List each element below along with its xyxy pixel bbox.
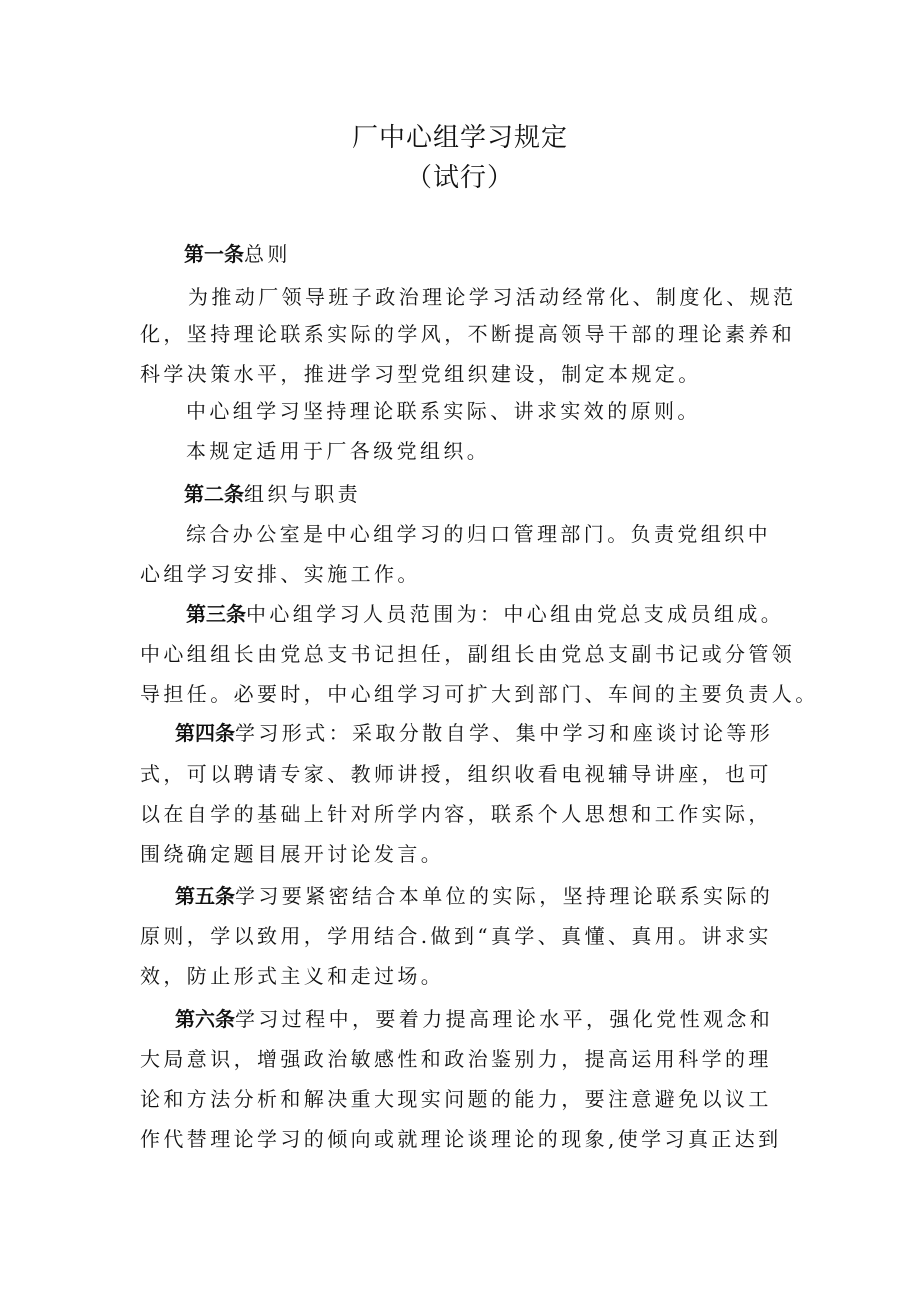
article-text: 中心组学习人员范围为：中心组由党总支成员组成。 <box>246 602 785 626</box>
article-text: 总则 <box>244 242 291 266</box>
paragraph-line: 为推动厂领导班子政治理论学习活动经常化、制度化、规范 <box>188 285 797 309</box>
article-text: 学习形式：采取分散自学、集中学习和座谈讨论等形 <box>235 721 774 745</box>
article-label: 第三条 <box>186 602 246 626</box>
article-text: 组织与职责 <box>244 482 361 506</box>
paragraph-line: 化，坚持理论联系实际的学风，不断提高领导干部的理论素养和 <box>140 322 796 346</box>
paragraph-line: 导担任。必要时，中心组学习可扩大到部门、车间的主要负责人。 <box>140 682 819 706</box>
article-5-heading <box>175 882 773 910</box>
document-subtitle: （试行） <box>405 163 514 193</box>
article-label: 第五条 <box>175 884 235 908</box>
paragraph-line: 中心组学习坚持理论联系实际、讲求实效的原则。 <box>186 399 701 423</box>
paragraph-line: 作代替理论学习的倾向或就理论谈理论的现象,使学习真正达到 <box>140 1127 782 1151</box>
paragraph-line: 科学决策水平，推进学习型党组织建设，制定本规定。 <box>140 362 702 386</box>
article-6-heading <box>175 1005 773 1033</box>
document-title: 厂中心组学习规定 <box>351 123 568 153</box>
article-text: 学习过程中，要着力提高理论水平，强化党性观念和 <box>235 1007 774 1031</box>
paragraph-line: 式，可以聘请专家、教师讲授，组织收看电视辅导讲座，也可 <box>140 762 772 786</box>
paragraph-line: 心组学习安排、实施工作。 <box>140 562 421 586</box>
article-1-heading <box>184 240 291 268</box>
article-2-heading <box>184 480 361 508</box>
article-text: 学习要紧密结合本单位的实际，坚持理论联系实际的 <box>235 884 774 908</box>
article-label: 第一条 <box>184 242 244 266</box>
paragraph-line: 原则，学以致用，学用结合.做到“真学、真懂、真用。讲求实 <box>140 924 772 948</box>
paragraph-line: 大局意识，增强政治敏感性和政治鉴别力，提高运用科学的理 <box>140 1047 772 1071</box>
article-3-heading <box>186 600 784 628</box>
paragraph-line: 中心组组长由党总支书记担任，副组长由党总支副书记或分管领 <box>140 642 796 666</box>
article-label: 第四条 <box>175 721 235 745</box>
article-4-heading <box>175 719 773 747</box>
paragraph-line: 以在自学的基础上针对所学内容，联系个人思想和工作实际， <box>140 802 772 826</box>
paragraph-line: 效，防止形式主义和走过场。 <box>140 964 445 988</box>
article-label: 第二条 <box>184 482 244 506</box>
paragraph-line: 围绕确定题目展开讨论发言。 <box>140 842 445 866</box>
paragraph-line: 论和方法分析和解决重大现实问题的能力，要注意避免以议工 <box>140 1087 772 1111</box>
paragraph-line: 本规定适用于厂各级党组织。 <box>186 439 491 463</box>
paragraph-line: 综合办公室是中心组学习的归口管理部门。负责党组织中 <box>186 522 771 546</box>
article-label: 第六条 <box>175 1007 235 1031</box>
